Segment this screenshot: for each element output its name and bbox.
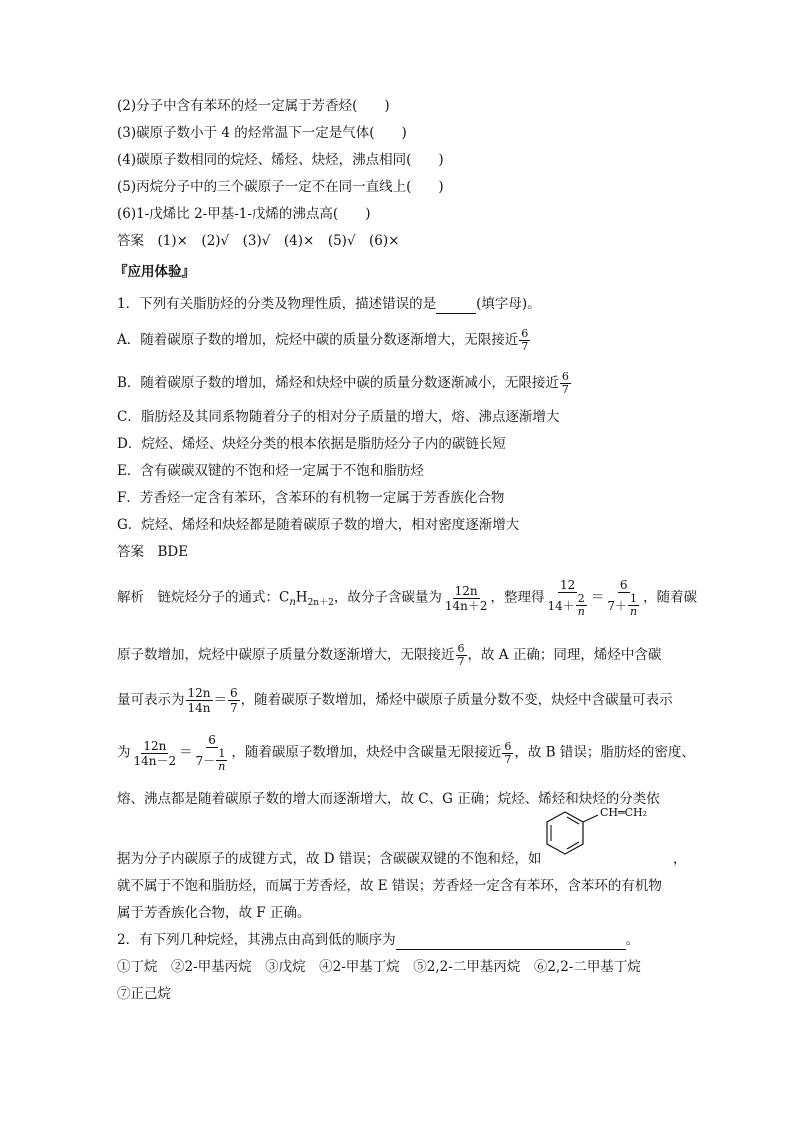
judgement-item: (6)1-戊烯比 2-甲基-1-戊烯的沸点高( ): [117, 206, 371, 222]
analysis-text: ，故 B 错误；脂肪烃的密度、: [514, 744, 695, 761]
analysis-text: ，随着碳原子数增加，烯烃中碳原子质量分数不变，炔烃中含碳量可表示: [240, 692, 673, 708]
frac-den: [605, 593, 642, 618]
analysis-line-7: 就不属于不饱和脂肪烃，而属于芳香烃，故 E 错误；芳香烃一定含有苯环，含苯环的有机物: [117, 878, 662, 894]
fraction: [545, 578, 589, 618]
frac-num: 1: [218, 747, 226, 760]
frac-num: 6: [208, 733, 216, 747]
frac-num: 12: [560, 578, 576, 592]
fraction-six-sevenths: [456, 643, 467, 668]
fraction: [443, 584, 490, 613]
frac-den: 7: [230, 701, 238, 715]
frac-den: 7: [561, 383, 569, 396]
analysis-text: ，故 A 正确；同理，烯烃中含碳: [467, 647, 662, 663]
fraction-six-sevenths: [228, 686, 240, 715]
q1-option-c: C．脂肪烃及其同系物随着分子的相对分子质量的增大，熔、沸点逐渐增大: [117, 409, 560, 425]
q2-stem: [117, 930, 639, 950]
analysis-line-2: [117, 643, 661, 668]
fraction: [132, 739, 179, 768]
analysis-text: ，整理得: [490, 589, 545, 606]
judgement-answer: 答案 (1)× (2)√ (3)√ (4)× (5)√ (6)×: [117, 233, 400, 249]
q1-stem: [117, 294, 541, 314]
frac-num: 6: [457, 642, 465, 655]
fraction: [576, 593, 587, 618]
frac-den: n: [629, 605, 638, 618]
frac-den: 14n: [187, 701, 211, 715]
frac-den: 14n－2: [133, 753, 177, 768]
q2-list-line-1: ①丁烷 ②2-甲基丙烷 ③戊烷 ④2-甲基丁烷 ⑤2,2-二甲基丙烷 ⑥2,2-二甲基丁烷: [117, 959, 641, 975]
analysis-text: 原子数增加，烷烃中碳原子质量分数逐渐增大，无限接近: [117, 647, 455, 663]
fraction-six-sevenths: [502, 741, 513, 766]
frac-den-text: 14＋: [547, 598, 575, 613]
frac-den: [545, 593, 589, 618]
fraction: [194, 733, 231, 773]
frac-num: 2: [577, 592, 585, 605]
q1-option-d: D．烷烃、烯烃、炔烃分类的根本依据是脂肪烃分子内的碳链长短: [117, 436, 506, 452]
styrene-structure: [540, 806, 680, 870]
frac-den: n: [218, 760, 226, 773]
q2-stem-suffix: 。: [625, 932, 640, 948]
analysis-text: 解析 链烷烃分子的通式：C: [117, 589, 290, 606]
analysis-text: 据为分子内碳原子的成键方式，故 D 错误；含碳碳双键的不饱和烃，如: [117, 851, 542, 867]
q1-option-a: [117, 328, 531, 353]
judgement-item: (5)丙烷分子中的三个碳原子一定不在同一直线上( ): [117, 179, 444, 195]
answer-blank: [396, 935, 626, 950]
q1-stem-text: 1．下列有关脂肪烃的分类及物理性质，描述错误的是: [117, 296, 437, 312]
analysis-line-4: [117, 733, 695, 773]
frac-num: 12n: [187, 686, 211, 700]
frac-num: 6: [561, 370, 569, 383]
analysis-line-3: [117, 686, 673, 715]
frac-den: 7: [457, 655, 465, 668]
frac-num: 6: [230, 686, 238, 700]
analysis-text: H: [295, 589, 308, 606]
subscript-n: n: [289, 597, 296, 609]
answer-blank: [436, 299, 476, 314]
equals: ＝: [590, 589, 605, 606]
q1-option-g: G．烷烃、烯烃和炔烃都是随着碳原子数的增大，相对密度逐渐增大: [117, 517, 520, 533]
frac-num: 1: [630, 592, 638, 605]
analysis-line-1: [117, 578, 697, 618]
frac-num: 12n: [143, 738, 167, 753]
q1-stem-suffix: (填字母)。: [476, 296, 541, 312]
option-text: B．随着碳原子数的增加，烯烃和炔烃中碳的质量分数逐渐减小，无限接近: [117, 375, 559, 391]
analysis-text: ，随着碳原子数增加，炔烃中含碳量无限接近: [231, 744, 502, 761]
frac-den-text: 7＋: [607, 598, 627, 613]
frac-num: 6: [504, 739, 512, 753]
frac-den-text: 7－: [195, 753, 216, 768]
fraction: [605, 578, 642, 618]
frac-num: 6: [619, 578, 628, 592]
frac-num: 6: [521, 327, 529, 340]
analysis-line-8: 属于芳香族化合物，故 F 正确。: [117, 905, 311, 921]
subscript: 2n＋2: [307, 598, 334, 609]
judgement-item: (3)碳原子数小于 4 的烃常温下一定是气体( ): [117, 125, 407, 141]
fraction: [628, 593, 639, 618]
option-text: A．随着碳原子数的增加，烷烃中碳的质量分数逐渐增大，无限接近: [117, 332, 519, 348]
q2-stem-text: 2．有下列几种烷烃，其沸点由高到低的顺序为: [117, 932, 396, 948]
frac-den: n: [577, 605, 585, 618]
fraction-six-sevenths: [560, 371, 571, 396]
analysis-text: ，: [673, 851, 687, 867]
analysis-text: ，故分子含碳量为: [333, 589, 442, 606]
equals: ＝: [213, 692, 227, 708]
frac-den: 7: [504, 752, 512, 766]
section-title: 『应用体验』: [114, 264, 195, 280]
equals: ＝: [179, 744, 193, 761]
fraction: [186, 686, 213, 715]
analysis-text: 量可表示为: [117, 692, 185, 708]
judgement-item: (2)分子中含有苯环的烃一定属于芳香烃( ): [117, 98, 390, 114]
q1-option-f: F．芳香烃一定含有苯环，含苯环的有机物一定属于芳香族化合物: [117, 490, 505, 506]
frac-den: [194, 748, 231, 773]
q2-list-line-2: ⑦正己烷: [117, 986, 171, 1002]
judgement-item: (4)碳原子数相同的烷烃、烯烃、炔烃，沸点相同( ): [117, 152, 444, 168]
q1-option-e: E．含有碳碳双键的不饱和烃一定属于不饱和脂肪烃: [117, 463, 424, 479]
fraction: [216, 748, 227, 773]
fraction-six-sevenths: [519, 328, 530, 353]
analysis-text: 为: [117, 744, 131, 761]
frac-den: 14n＋2: [444, 598, 488, 613]
frac-den: 7: [521, 340, 529, 353]
q1-option-b: [117, 371, 572, 396]
vinyl-label: CH═CH₂: [600, 806, 648, 819]
q1-answer: 答案 BDE: [117, 544, 189, 560]
analysis-text: ，随着碳: [643, 589, 698, 606]
frac-num: 12n: [454, 583, 478, 598]
analysis-line-5: 熔、沸点都是随着碳原子数的增大而逐渐增大，故 C、G 正确；烷烃、烯烃和炔烃的分类依: [117, 791, 660, 807]
